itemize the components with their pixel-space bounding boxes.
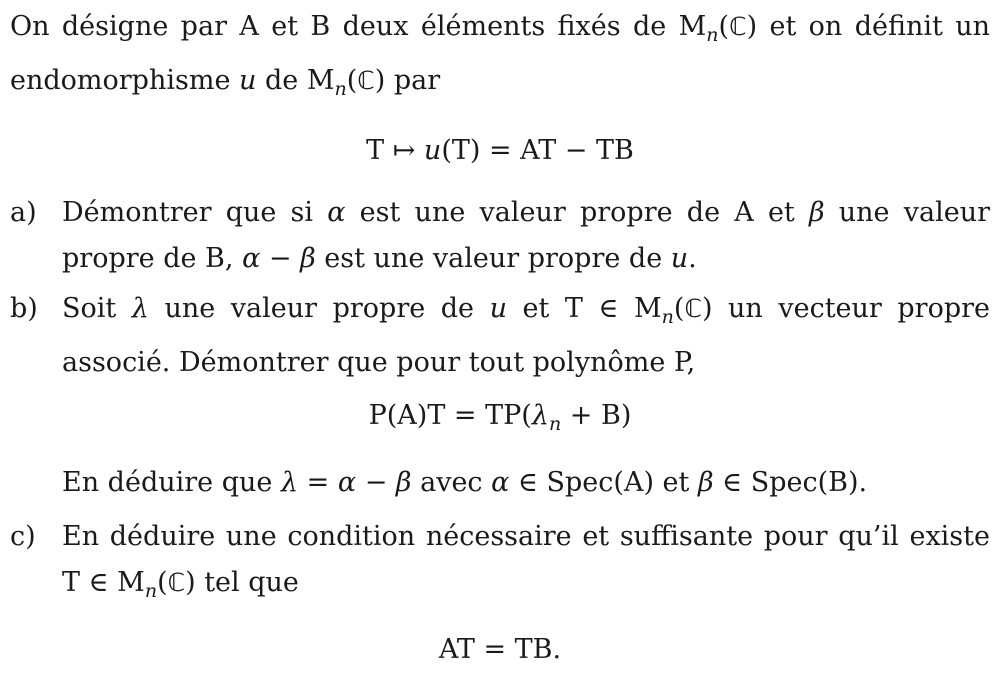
text: ) tel que (185, 567, 299, 598)
text: est une valeur propre de A et (345, 197, 809, 228)
question-label: c) (10, 521, 36, 552)
equation-text: T ↦ (366, 135, 424, 166)
text: ∈ Spec(A) et (509, 467, 698, 498)
intro-text: ( (346, 65, 358, 96)
text: = (298, 467, 338, 498)
var-lambda: λ (531, 400, 549, 431)
equation-definition (0, 128, 1000, 174)
var-beta: β (300, 243, 316, 274)
subscript-n: n (144, 580, 158, 602)
text: ) un vecteur propre associé. Démontrer que pour tout polynôme P, (62, 293, 990, 378)
text: Soit (62, 293, 132, 324)
text: − (356, 467, 396, 498)
text: − (260, 243, 301, 274)
text: En déduire une condition nécessaire et suffisante pour qu’il existe T ∈ M (62, 521, 990, 598)
text: avec (411, 467, 492, 498)
complex-set-symbol: ℂ (167, 568, 186, 597)
text: et T ∈ M (506, 293, 662, 324)
text: En déduire que (62, 467, 281, 498)
subscript-n: n (661, 306, 674, 328)
complex-set-symbol: ℂ (357, 66, 375, 95)
text: ∈ Spec(B). (713, 467, 868, 498)
subscript-n: n (548, 413, 562, 435)
text: est une valeur propre de (315, 243, 671, 274)
question-label: a) (10, 197, 37, 228)
var-u: u (670, 243, 689, 274)
question-c (10, 514, 990, 614)
subscript-n: n (334, 78, 347, 100)
question-body (62, 286, 990, 386)
complex-set-symbol: ℂ (729, 12, 747, 41)
intro-text: de M (256, 65, 335, 96)
subscript-n: n (706, 24, 719, 46)
question-body (62, 190, 990, 282)
question-label: b) (10, 293, 38, 324)
var-u: u (489, 293, 507, 324)
var-beta: β (395, 467, 412, 498)
text: Démontrer que si (62, 197, 328, 228)
var-beta: β (697, 467, 714, 498)
var-lambda: λ (280, 467, 299, 498)
question-b (10, 286, 990, 386)
intro-text: On désigne par A et B deux éléments fixés de M (10, 11, 707, 42)
text: une valeur propre de (148, 293, 490, 324)
equation-final: AT = TB. (438, 634, 562, 665)
question-body (62, 514, 990, 614)
var-beta: β (808, 197, 825, 228)
equation-text: P(A)T = TP( (368, 400, 532, 431)
var-lambda: λ (131, 293, 149, 324)
var-alpha: α (491, 467, 510, 498)
intro-text: ( (718, 11, 730, 42)
var-u: u (423, 135, 442, 166)
equation-text: (T) = AT − TB (441, 135, 634, 166)
text: ( (157, 567, 168, 598)
intro-text: ) par (374, 65, 441, 96)
deduce-line (62, 460, 992, 506)
text: . (688, 243, 697, 274)
var-alpha: α (242, 243, 261, 274)
complex-set-symbol: ℂ (684, 294, 702, 323)
equation-text: + B) (561, 400, 632, 431)
equation-polynomial (0, 393, 1000, 447)
intro-text: ) et on définit un endomorphisme (10, 11, 991, 96)
text: une valeur propre de B, (62, 197, 990, 274)
var-u: u (239, 65, 257, 96)
intro-paragraph (10, 4, 990, 112)
var-alpha: α (327, 197, 346, 228)
question-a (10, 190, 990, 282)
text: ( (673, 293, 685, 324)
var-alpha: α (337, 467, 357, 498)
